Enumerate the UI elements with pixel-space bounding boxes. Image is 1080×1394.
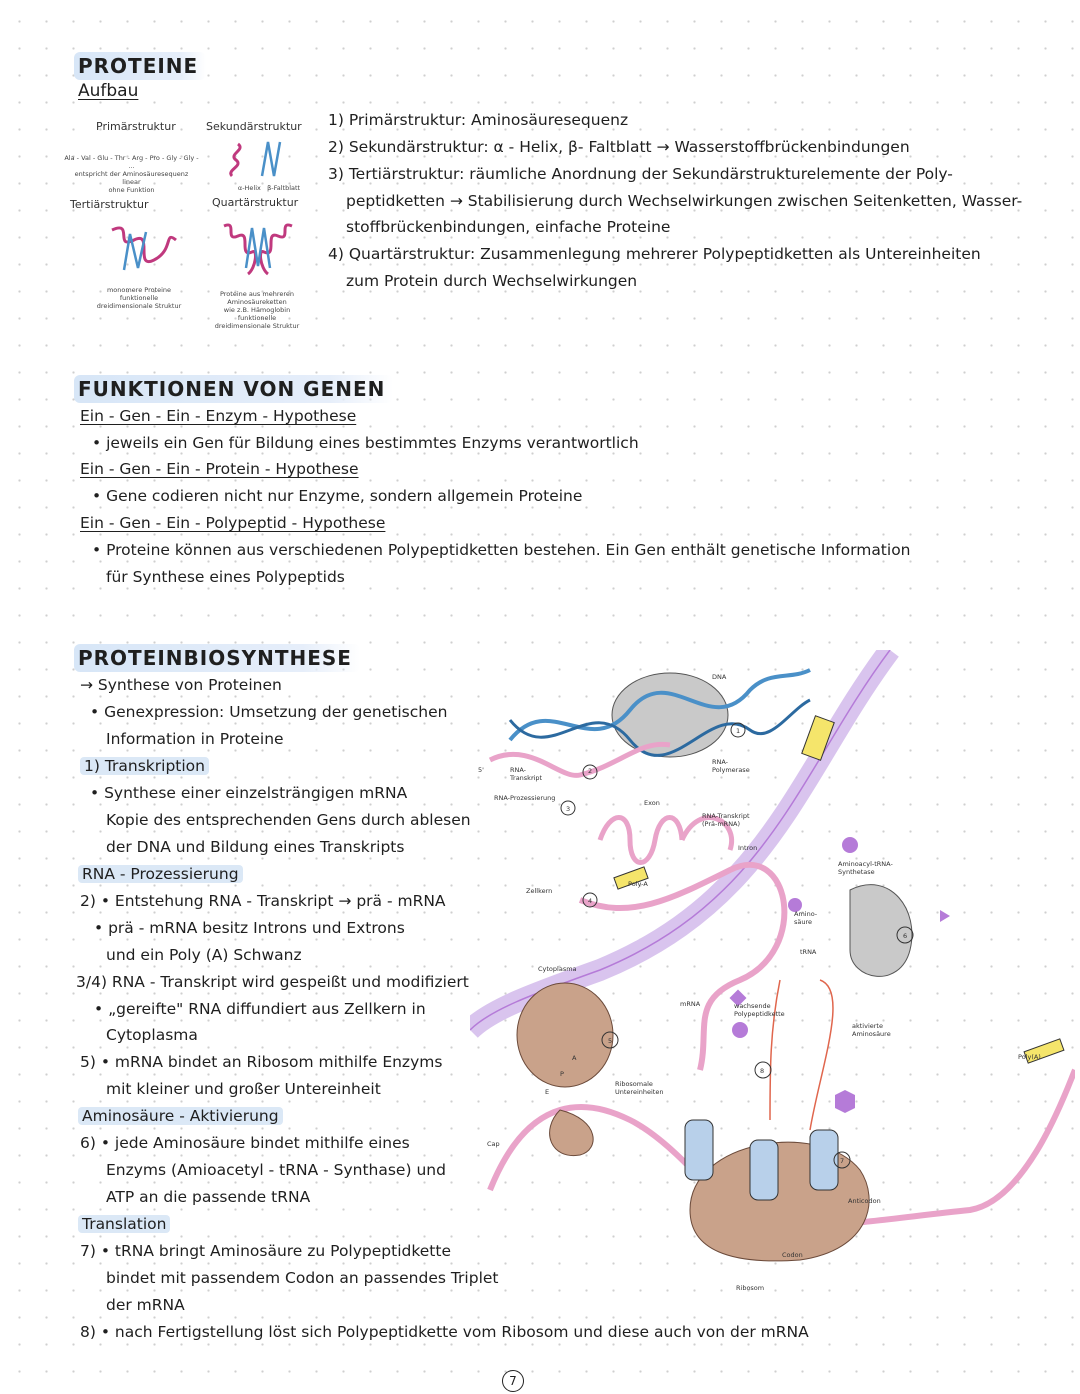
- label-aminosaure: Amino-säure: [794, 910, 818, 926]
- aufbau-line-5: stoffbrückenbindungen, einfache Proteine: [346, 218, 671, 236]
- bio-line-22: 7) • tRNA bringt Aminosäure zu Polypeptidkette: [80, 1242, 452, 1260]
- bio-line-13: • „gereifte" RNA diffundiert aus Zellkern in: [94, 1000, 426, 1018]
- secondary-structure-label: Sekundärstruktur: [206, 120, 302, 133]
- tertiary-structure-icon: [104, 220, 184, 280]
- label-wachsende: wachsende Polypeptidkette: [734, 1002, 785, 1018]
- bio-line-3: Information in Proteine: [106, 730, 284, 748]
- hypothesis-1-text: • jeweils ein Gen für Bildung eines bestimmtes Enzyms verantwortlich: [92, 434, 639, 452]
- site-a-small: A: [572, 1054, 577, 1062]
- pre-mrna: [600, 818, 682, 863]
- label-intron: Intron: [738, 844, 758, 852]
- label-ribosom: Ribosom: [736, 1284, 765, 1292]
- number-2: 2: [588, 767, 593, 775]
- number-3: 3: [566, 805, 571, 813]
- quaternary-structure-icon: [218, 218, 298, 280]
- aufbau-line-4: peptidketten → Stabilisierung durch Wechselwirkungen zwischen Seitenketten, Wasser-: [346, 192, 1023, 210]
- number-8: 8: [760, 1067, 765, 1075]
- number-1: 1: [736, 727, 741, 735]
- protein-biosynthesis-diagram: [470, 650, 1075, 1310]
- number-5: 5: [608, 1037, 613, 1045]
- label-zellkern: Zellkern: [526, 887, 553, 895]
- hypothesis-2-text: • Gene codieren nicht nur Enzyme, sondern allgemein Proteine: [92, 487, 583, 505]
- section-title-biosynthese: PROTEINBIOSYNTHESE: [74, 644, 360, 672]
- bio-line-9: 2) • Entstehung RNA - Transkript → prä - mRNA: [80, 892, 446, 910]
- label-rna-transkript-pra: RNA-Transkript (Prä-mRNA): [702, 812, 750, 828]
- label-poly-a: Poly-A: [628, 880, 648, 888]
- bio-line-6: Kopie des entsprechenden Gens durch ablesen: [106, 811, 471, 829]
- label-dna: DNA: [712, 673, 727, 681]
- bio-line-20: ATP an die passende tRNA: [106, 1188, 311, 1206]
- label-codon: Codon: [782, 1251, 803, 1259]
- hypothesis-3-text-b: für Synthese eines Polypeptids: [106, 568, 345, 586]
- label-trna: tRNA: [800, 948, 817, 956]
- bio-line-4: 1) Transkription: [80, 753, 209, 780]
- aufbau-line-1: 1) Primärstruktur: Aminosäuresequenz: [328, 111, 629, 129]
- label-mrna: mRNA: [680, 1000, 701, 1008]
- tertiary-structure-label: Tertiärstruktur: [70, 198, 149, 211]
- label-5-prime: 5': [478, 766, 484, 774]
- bio-line-21: Translation: [78, 1211, 170, 1238]
- number-7: 7: [840, 1157, 845, 1165]
- label-anticodon: Anticodon: [848, 1197, 881, 1205]
- hypothesis-1-heading: Ein - Gen - Ein - Enzym - Hypothese: [80, 407, 357, 425]
- bio-line-25: 8) • nach Fertigstellung löst sich Polypeptidkette vom Ribosom und diese auch von der mRNA: [80, 1323, 809, 1341]
- aufbau-line-6: 4) Quartärstruktur: Zusammenlegung mehrerer Polypeptidketten als Untereinheiten: [328, 245, 981, 263]
- label-synthetase: Aminoacyl-tRNA-Synthetase: [838, 860, 893, 876]
- ribosomal-subunit-large: [517, 983, 613, 1087]
- site-p-small: P: [560, 1070, 564, 1078]
- protein-structure-figure: Primärstruktur Sekundärstruktur Ala - Val - Glu - Thr - Arg - Pro - Gly - Gly - ... entspricht der Aminosäuresequenz linear ohne Funktion α-Helix β-Faltblatt Tertiärstruktur Quartärstruktur monomere Proteine funktionelle dreidimensionale Struktur Proteine aus mehreren Aminosäureketten wie z.B. Hämoglobin funktionelle dreidimensionale Struktur: [64, 112, 324, 327]
- quaternary-caption: Proteine aus mehreren Aminosäureketten wie z.B. Hämoglobin funktionelle dreidimensionale Struktur: [214, 290, 300, 330]
- label-aktivierte: aktivierte Aminosäure: [852, 1022, 891, 1038]
- bio-line-1: → Synthese von Proteinen: [80, 676, 282, 694]
- bio-line-10: • prä - mRNA besitz Introns und Extrons: [94, 919, 405, 937]
- number-4: 4: [588, 897, 593, 905]
- aufbau-line-7: zum Protein durch Wechselwirkungen: [346, 272, 638, 290]
- site-e-small: E: [545, 1088, 550, 1096]
- hypothesis-2-heading: Ein - Gen - Ein - Protein - Hypothese: [80, 460, 359, 478]
- aufbau-line-2: 2) Sekundärstruktur: α - Helix, β- Faltblatt → Wasserstoffbrückenbindungen: [328, 138, 910, 156]
- page-number: 7: [502, 1370, 524, 1392]
- label-rna-polymerase: RNA-Polymerase: [712, 758, 750, 774]
- trna-2: [750, 1140, 778, 1200]
- aufbau-line-3: 3) Tertiärstruktur: räumliche Anordnung der Sekundärstrukturelemente der Poly-: [328, 165, 953, 183]
- bio-line-17: Aminosäure - Aktivierung: [78, 1103, 283, 1130]
- bio-line-2: • Genexpression: Umsetzung der genetischen: [90, 703, 448, 721]
- label-exon: Exon: [644, 799, 660, 807]
- primary-caption: Ala - Val - Glu - Thr - Arg - Pro - Gly - Gly - ... entspricht der Aminosäuresequenz linear ohne Funktion: [64, 154, 199, 194]
- bio-line-19: Enzyms (Amioacetyl - tRNA - Synthase) und: [106, 1161, 446, 1179]
- number-6: 6: [903, 932, 908, 940]
- primary-structure-label: Primärstruktur: [96, 120, 176, 133]
- bio-line-7: der DNA und Bildung eines Transkripts: [106, 838, 405, 856]
- label-cap: Cap: [487, 1140, 500, 1148]
- secondary-structure-icon: [222, 136, 292, 184]
- bio-line-23: bindet mit passendem Codon an passendes Triplet: [106, 1269, 499, 1287]
- bio-line-18: 6) • jede Aminosäure bindet mithilfe eines: [80, 1134, 410, 1152]
- bio-line-11: und ein Poly (A) Schwanz: [106, 946, 302, 964]
- label-ribosomale: Ribosomale Untereinheiten: [615, 1080, 664, 1096]
- label-rna-prozessierung: RNA-Prozessierung: [494, 794, 556, 802]
- amino-acid-circle: [842, 837, 858, 853]
- hypothesis-3-heading: Ein - Gen - Ein - Polypeptid - Hypothese: [80, 514, 386, 532]
- bio-line-24: der mRNA: [106, 1296, 185, 1314]
- label-rna-transkript: RNA-Transkript: [510, 766, 543, 782]
- label-poly-a-right: Poly(A): [1018, 1053, 1041, 1061]
- trna-1: [685, 1120, 713, 1180]
- quaternary-structure-label: Quartärstruktur: [212, 196, 299, 209]
- bio-line-15: 5) • mRNA bindet an Ribosom mithilfe Enzyms: [80, 1053, 443, 1071]
- ribosomal-subunit-small: [550, 1110, 594, 1156]
- bio-line-8: RNA - Prozessierung: [78, 861, 243, 888]
- section-title-proteine: PROTEINE: [74, 52, 206, 80]
- section-title-funktionen: FUNKTIONEN VON GENEN: [74, 375, 393, 403]
- tertiary-caption: monomere Proteine funktionelle dreidimensionale Struktur: [96, 286, 182, 310]
- bio-line-16: mit kleiner und großer Untereinheit: [106, 1080, 381, 1098]
- bio-line-5: • Synthese einer einzelsträngigen mRNA: [90, 784, 408, 802]
- subtitle-aufbau: Aufbau: [78, 81, 139, 101]
- label-cytoplasma: Cytoplasma: [538, 965, 577, 973]
- synthetase-enzyme: [850, 885, 912, 977]
- hypothesis-3-text-a: • Proteine können aus verschiedenen Polypeptidketten bestehen. Ein Gen enthält genetische Information: [92, 541, 911, 559]
- bio-line-14: Cytoplasma: [106, 1026, 198, 1044]
- bio-line-12: 3/4) RNA - Transkript wird gespeißt und modifiziert: [76, 973, 469, 991]
